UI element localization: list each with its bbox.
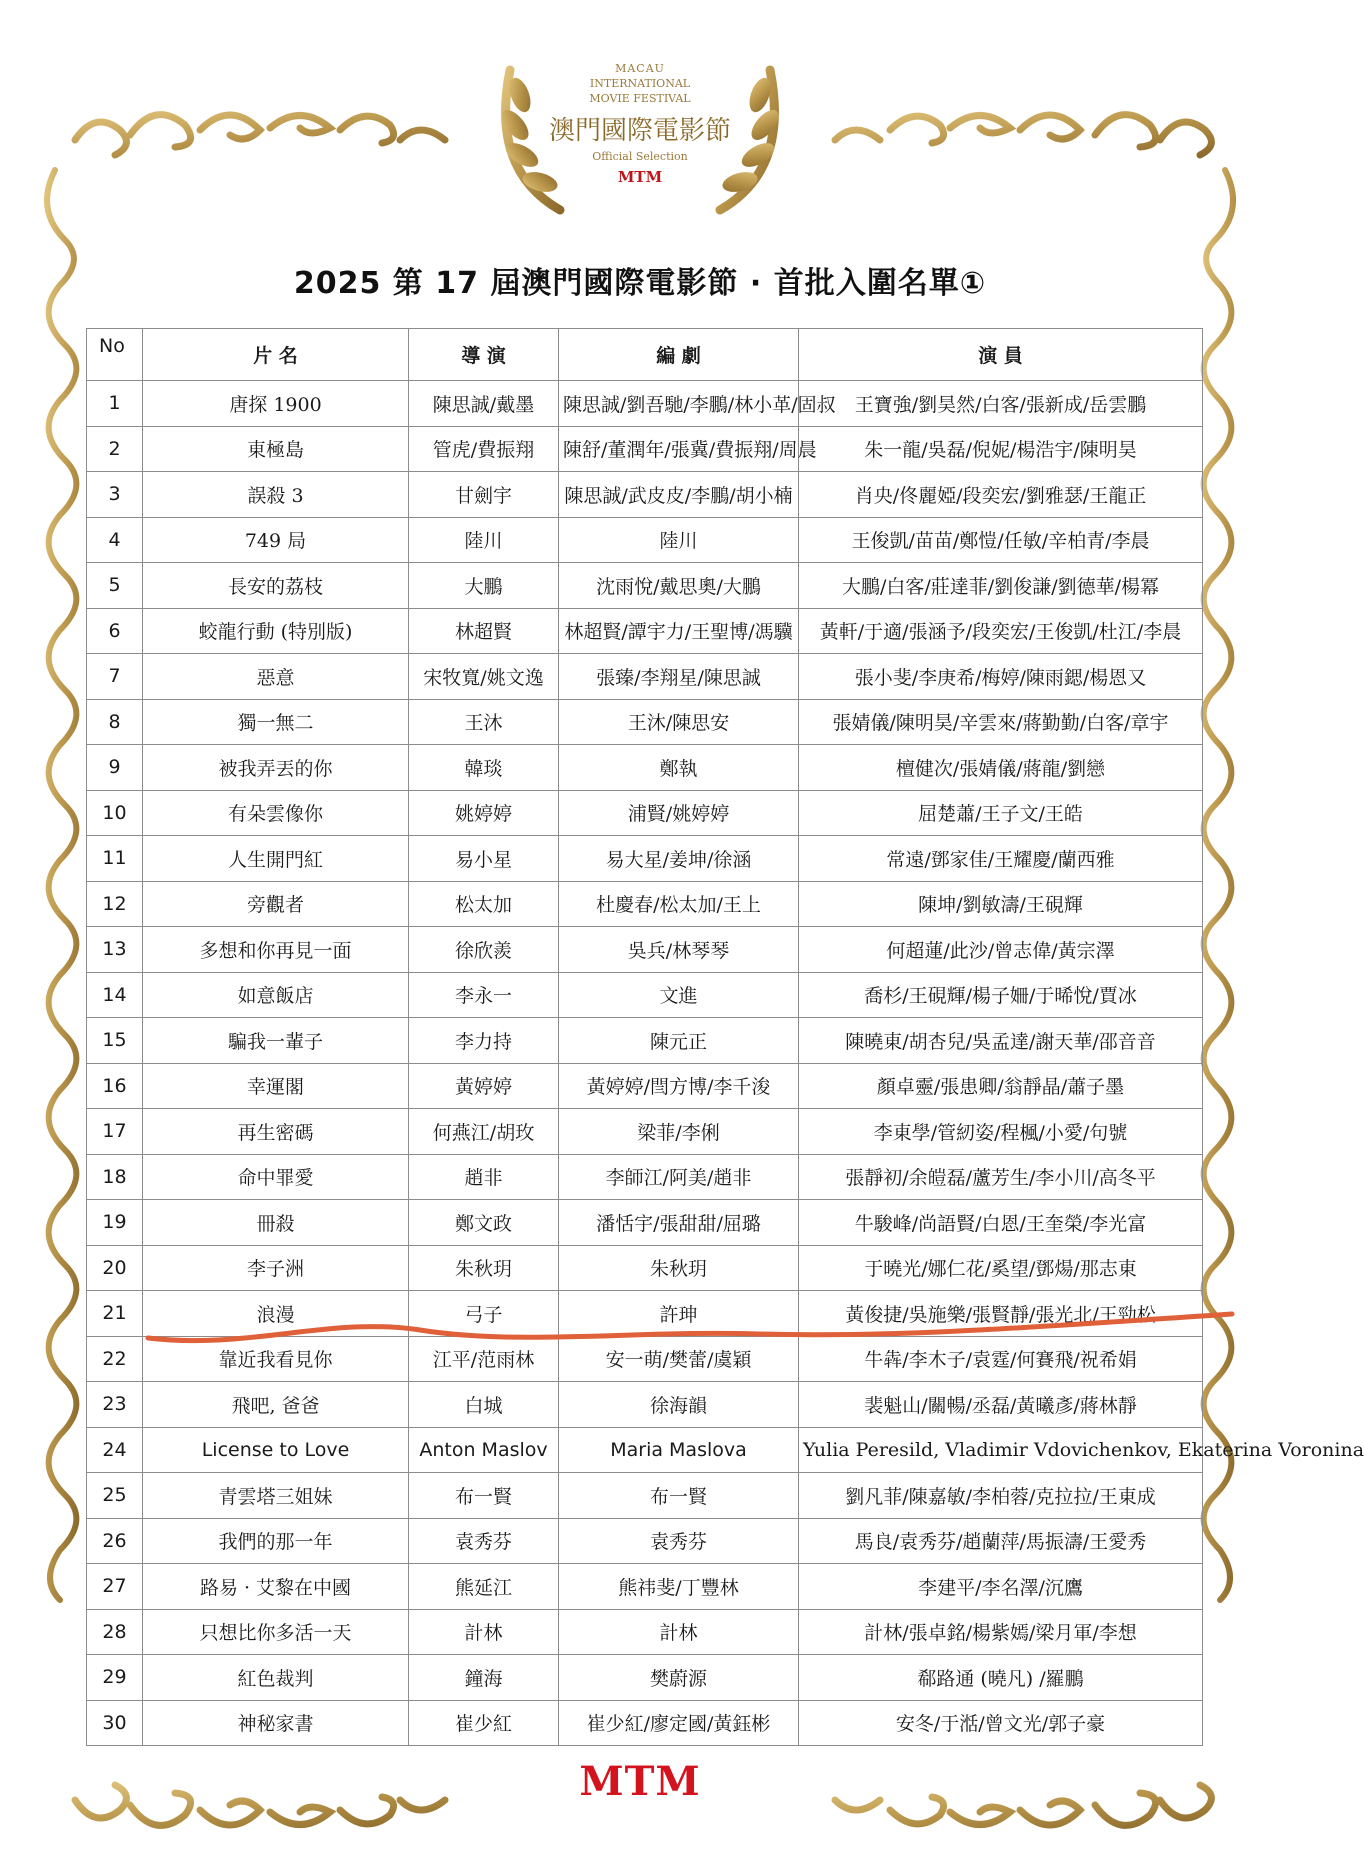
emblem-chinese-name: 澳門國際電影節 — [548, 116, 731, 146]
cell-director: 王沐 — [409, 699, 559, 745]
table-row — [87, 1018, 1203, 1064]
table-row — [87, 699, 1203, 745]
cell-film-title: 李子洲 — [143, 1245, 409, 1291]
header-title: 片 名 — [143, 329, 409, 381]
table-row — [87, 381, 1203, 427]
table-row — [87, 881, 1203, 927]
cell-film-title: 誤殺 3 — [143, 472, 409, 518]
cell-no: 2 — [87, 426, 143, 472]
cell-director: Anton Maslov — [409, 1427, 559, 1473]
cell-no: 4 — [87, 517, 143, 563]
cell-film-title: License to Love — [143, 1427, 409, 1473]
emblem-line-macau: MACAU — [615, 62, 665, 75]
cell-cast: 顏卓靈/張患卿/翁靜晶/蕭子墨 — [799, 1063, 1203, 1109]
cell-no: 30 — [87, 1700, 143, 1746]
cell-director: 大鵬 — [409, 563, 559, 609]
cell-film-title: 唐探 1900 — [143, 381, 409, 427]
cell-no: 28 — [87, 1609, 143, 1655]
cell-writer: 梁菲/李俐 — [559, 1109, 799, 1155]
cell-director: 白城 — [409, 1382, 559, 1428]
cell-writer: 布一賢 — [559, 1473, 799, 1519]
cell-no: 29 — [87, 1655, 143, 1701]
cell-director: 李力持 — [409, 1018, 559, 1064]
table-row — [87, 654, 1203, 700]
table-row — [87, 790, 1203, 836]
cell-writer: 安一萌/樊蕾/虞穎 — [559, 1336, 799, 1382]
cell-writer: 朱秋玥 — [559, 1245, 799, 1291]
cell-film-title: 749 局 — [143, 517, 409, 563]
cell-no: 12 — [87, 881, 143, 927]
cell-film-title: 多想和你再見一面 — [143, 927, 409, 973]
cell-cast: 于曉光/娜仁花/奚望/鄧煬/那志東 — [799, 1245, 1203, 1291]
cell-cast: 張婧儀/陳明昊/辛雲來/蔣勤勤/白客/章宇 — [799, 699, 1203, 745]
cell-film-title: 幸運閣 — [143, 1063, 409, 1109]
cell-no: 18 — [87, 1154, 143, 1200]
header-writer: 編 劇 — [559, 329, 799, 381]
table-row — [87, 517, 1203, 563]
table-row — [87, 1609, 1203, 1655]
table-row — [87, 1427, 1203, 1473]
cell-no: 24 — [87, 1427, 143, 1473]
cell-director: 鄭文政 — [409, 1200, 559, 1246]
cell-cast: 陳坤/劉敏濤/王硯輝 — [799, 881, 1203, 927]
cell-writer: 易大星/姜坤/徐涵 — [559, 836, 799, 882]
table-row — [87, 563, 1203, 609]
table-row — [87, 1518, 1203, 1564]
cell-cast: 王寶強/劉昊然/白客/張新成/岳雲鵬 — [799, 381, 1203, 427]
cell-writer: 鄭執 — [559, 745, 799, 791]
cell-cast: 裴魁山/關暢/丞磊/黃曦彥/蔣林靜 — [799, 1382, 1203, 1428]
cell-film-title: 有朵雲像你 — [143, 790, 409, 836]
cell-cast: 李東學/管紉姿/程楓/小愛/句號 — [799, 1109, 1203, 1155]
cell-no: 25 — [87, 1473, 143, 1519]
cell-no: 13 — [87, 927, 143, 973]
cell-director: 崔少紅 — [409, 1700, 559, 1746]
cell-film-title: 冊殺 — [143, 1200, 409, 1246]
cell-cast: 張靜初/余皚磊/蘆芳生/李小川/高冬平 — [799, 1154, 1203, 1200]
cell-director: 林超賢 — [409, 608, 559, 654]
table-row — [87, 1154, 1203, 1200]
cell-director: 徐欣羨 — [409, 927, 559, 973]
cell-film-title: 騙我一輩子 — [143, 1018, 409, 1064]
cell-cast: 安冬/于湉/曾文光/郭子豪 — [799, 1700, 1203, 1746]
cell-no: 22 — [87, 1336, 143, 1382]
cell-cast: 張小斐/李庚希/梅婷/陳雨鍶/楊恩又 — [799, 654, 1203, 700]
selection-table — [86, 328, 1364, 1746]
cell-film-title: 飛吧, 爸爸 — [143, 1382, 409, 1428]
cell-no: 20 — [87, 1245, 143, 1291]
cell-cast: 牛犇/李木子/袁霆/何賽飛/祝希娟 — [799, 1336, 1203, 1382]
cell-director: 管虎/費振翔 — [409, 426, 559, 472]
table-row — [87, 426, 1203, 472]
cell-cast: 大鵬/白客/莊達菲/劉俊謙/劉德華/楊冪 — [799, 563, 1203, 609]
cell-director: 陳思誠/戴墨 — [409, 381, 559, 427]
cell-director: 松太加 — [409, 881, 559, 927]
cell-writer: Maria Maslova — [559, 1427, 799, 1473]
cell-director: 李永一 — [409, 972, 559, 1018]
cell-writer: 熊祎斐/丁豐林 — [559, 1564, 799, 1610]
cell-director: 鐘海 — [409, 1655, 559, 1701]
cell-writer: 黃婷婷/閆方博/李千浚 — [559, 1063, 799, 1109]
table-row — [87, 1655, 1203, 1701]
cell-film-title: 再生密碼 — [143, 1109, 409, 1155]
cell-no: 17 — [87, 1109, 143, 1155]
cell-director: 計林 — [409, 1609, 559, 1655]
cell-cast: 郗路通 (曉凡) /羅鵬 — [799, 1655, 1203, 1701]
cell-cast: 劉凡菲/陳嘉敏/李柏蓉/克拉拉/王東成 — [799, 1473, 1203, 1519]
cell-no: 5 — [87, 563, 143, 609]
cell-writer: 陳思誠/武皮皮/李鵬/胡小楠 — [559, 472, 799, 518]
cell-film-title: 靠近我看見你 — [143, 1336, 409, 1382]
cell-no: 1 — [87, 381, 143, 427]
header-cast: 演 員 — [799, 329, 1203, 381]
cell-cast: 肖央/佟麗婭/段奕宏/劉雅瑟/王龍正 — [799, 472, 1203, 518]
table-row — [87, 1200, 1203, 1246]
emblem-line-festival: MOVIE FESTIVAL — [589, 92, 691, 105]
cell-cast: 朱一龍/吳磊/倪妮/楊浩宇/陳明昊 — [799, 426, 1203, 472]
cell-director: 弓子 — [409, 1291, 559, 1337]
cell-film-title: 人生開門紅 — [143, 836, 409, 882]
cell-director: 陸川 — [409, 517, 559, 563]
cell-writer: 崔少紅/廖定國/黃鈺彬 — [559, 1700, 799, 1746]
table-row — [87, 1063, 1203, 1109]
header-director: 導 演 — [409, 329, 559, 381]
table-row — [87, 1291, 1203, 1337]
cell-film-title: 獨一無二 — [143, 699, 409, 745]
emblem-brand: MTM — [617, 168, 663, 186]
cell-writer: 徐海韻 — [559, 1382, 799, 1428]
table-row — [87, 472, 1203, 518]
cell-no: 14 — [87, 972, 143, 1018]
table-header-row — [87, 329, 1203, 381]
cell-cast: 馬良/袁秀芬/趙蘭萍/馬振濤/王愛秀 — [799, 1518, 1203, 1564]
table-row — [87, 1700, 1203, 1746]
cell-film-title: 青雲塔三姐妹 — [143, 1473, 409, 1519]
cell-film-title: 東極島 — [143, 426, 409, 472]
cell-writer: 計林 — [559, 1609, 799, 1655]
cell-film-title: 如意飯店 — [143, 972, 409, 1018]
cell-writer: 文進 — [559, 972, 799, 1018]
cell-writer: 吳兵/林琴琴 — [559, 927, 799, 973]
cell-no: 7 — [87, 654, 143, 700]
cell-writer: 陳思誠/劉吾馳/李鵬/林小革/固叔 — [559, 381, 799, 427]
cell-writer: 林超賢/譚宇力/王聖博/馮驥 — [559, 608, 799, 654]
cell-film-title: 蛟龍行動 (特別版) — [143, 608, 409, 654]
cell-director: 黃婷婷 — [409, 1063, 559, 1109]
cell-no: 21 — [87, 1291, 143, 1337]
cell-writer: 沈雨悅/戴思奧/大鵬 — [559, 563, 799, 609]
table-row — [87, 972, 1203, 1018]
cell-writer: 杜慶春/松太加/王上 — [559, 881, 799, 927]
cell-director: 朱秋玥 — [409, 1245, 559, 1291]
cell-director: 姚婷婷 — [409, 790, 559, 836]
cell-cast: 常遠/鄧家佳/王耀慶/蘭西雅 — [799, 836, 1203, 882]
table-row — [87, 1382, 1203, 1428]
cell-director: 袁秀芬 — [409, 1518, 559, 1564]
cell-no: 6 — [87, 608, 143, 654]
cell-cast: 王俊凱/苗苗/鄭愷/任敏/辛柏青/李晨 — [799, 517, 1203, 563]
cell-director: 熊延江 — [409, 1564, 559, 1610]
cell-writer: 浦賢/姚婷婷 — [559, 790, 799, 836]
cell-writer: 陳元正 — [559, 1018, 799, 1064]
festival-emblem — [505, 50, 775, 230]
cell-director: 趙非 — [409, 1154, 559, 1200]
cell-cast: 屈楚蕭/王子文/王皓 — [799, 790, 1203, 836]
cell-director: 韓琰 — [409, 745, 559, 791]
table-row — [87, 1336, 1203, 1382]
cell-cast: 何超蓮/此沙/曾志偉/黃宗澤 — [799, 927, 1203, 973]
table-row — [87, 927, 1203, 973]
cell-film-title: 惡意 — [143, 654, 409, 700]
cell-cast: 喬杉/王硯輝/楊子姍/于晞悅/賈冰 — [799, 972, 1203, 1018]
cell-film-title: 路易 · 艾黎在中國 — [143, 1564, 409, 1610]
cell-writer: 王沐/陳思安 — [559, 699, 799, 745]
table-row — [87, 1473, 1203, 1519]
cell-cast: Yulia Peresild, Vladimir Vdovichenkov, Ekaterina Voronina — [799, 1427, 1203, 1473]
cell-no: 23 — [87, 1382, 143, 1428]
cell-director: 布一賢 — [409, 1473, 559, 1519]
cell-writer: 潘恬宇/張甜甜/屈璐 — [559, 1200, 799, 1246]
cell-writer: 樊蔚源 — [559, 1655, 799, 1701]
table-row — [87, 1109, 1203, 1155]
cell-director: 宋牧寬/姚文逸 — [409, 654, 559, 700]
cell-no: 15 — [87, 1018, 143, 1064]
footer-brand: MTM — [579, 1758, 701, 1805]
cell-director: 江平/范雨林 — [409, 1336, 559, 1382]
cell-no: 16 — [87, 1063, 143, 1109]
cell-no: 11 — [87, 836, 143, 882]
cell-no: 27 — [87, 1564, 143, 1610]
cell-film-title: 旁觀者 — [143, 881, 409, 927]
cell-director: 易小星 — [409, 836, 559, 882]
cell-film-title: 神秘家書 — [143, 1700, 409, 1746]
cell-cast: 黃軒/于適/張涵予/段奕宏/王俊凱/杜江/李晨 — [799, 608, 1203, 654]
cell-writer: 許珅 — [559, 1291, 799, 1337]
cell-no: 26 — [87, 1518, 143, 1564]
cell-film-title: 浪漫 — [143, 1291, 409, 1337]
cell-no: 3 — [87, 472, 143, 518]
emblem-line-international: INTERNATIONAL — [589, 77, 691, 90]
header-no: No — [87, 329, 143, 381]
page-title: 2025 第 17 屆澳門國際電影節 · 首批入圍名單① — [293, 266, 987, 301]
cell-film-title: 長安的荔枝 — [143, 563, 409, 609]
cell-director: 甘劍宇 — [409, 472, 559, 518]
table-row — [87, 1245, 1203, 1291]
cell-writer: 陳舒/董潤年/張冀/費振翔/周晨 — [559, 426, 799, 472]
cell-no: 9 — [87, 745, 143, 791]
cell-writer: 李師江/阿美/趙非 — [559, 1154, 799, 1200]
cell-no: 19 — [87, 1200, 143, 1246]
cell-film-title: 命中罪愛 — [143, 1154, 409, 1200]
table-row — [87, 745, 1203, 791]
table-row — [87, 608, 1203, 654]
cell-film-title: 我們的那一年 — [143, 1518, 409, 1564]
cell-film-title: 紅色裁判 — [143, 1655, 409, 1701]
cell-writer: 張臻/李翔星/陳思誠 — [559, 654, 799, 700]
cell-director: 何燕江/胡玫 — [409, 1109, 559, 1155]
table-row — [87, 1564, 1203, 1610]
cell-no: 8 — [87, 699, 143, 745]
cell-cast: 計林/張卓銘/楊紫嫣/梁月軍/李想 — [799, 1609, 1203, 1655]
table-row — [87, 836, 1203, 882]
cell-film-title: 只想比你多活一天 — [143, 1609, 409, 1655]
cell-writer: 袁秀芬 — [559, 1518, 799, 1564]
cell-cast: 黃俊捷/吳施樂/張賢靜/張光北/王勁松 — [799, 1291, 1203, 1337]
cell-film-title: 被我弄丟的你 — [143, 745, 409, 791]
cell-cast: 李建平/李名澤/沉鷹 — [799, 1564, 1203, 1610]
cell-cast: 陳曉東/胡杏兒/吳孟達/謝天華/邵音音 — [799, 1018, 1203, 1064]
cell-cast: 牛駿峰/尚語賢/白恩/王奎榮/李光富 — [799, 1200, 1203, 1246]
cell-writer: 陸川 — [559, 517, 799, 563]
cell-no: 10 — [87, 790, 143, 836]
cell-cast: 檀健次/張婧儀/蔣龍/劉戀 — [799, 745, 1203, 791]
emblem-official-selection: Official Selection — [592, 150, 688, 163]
